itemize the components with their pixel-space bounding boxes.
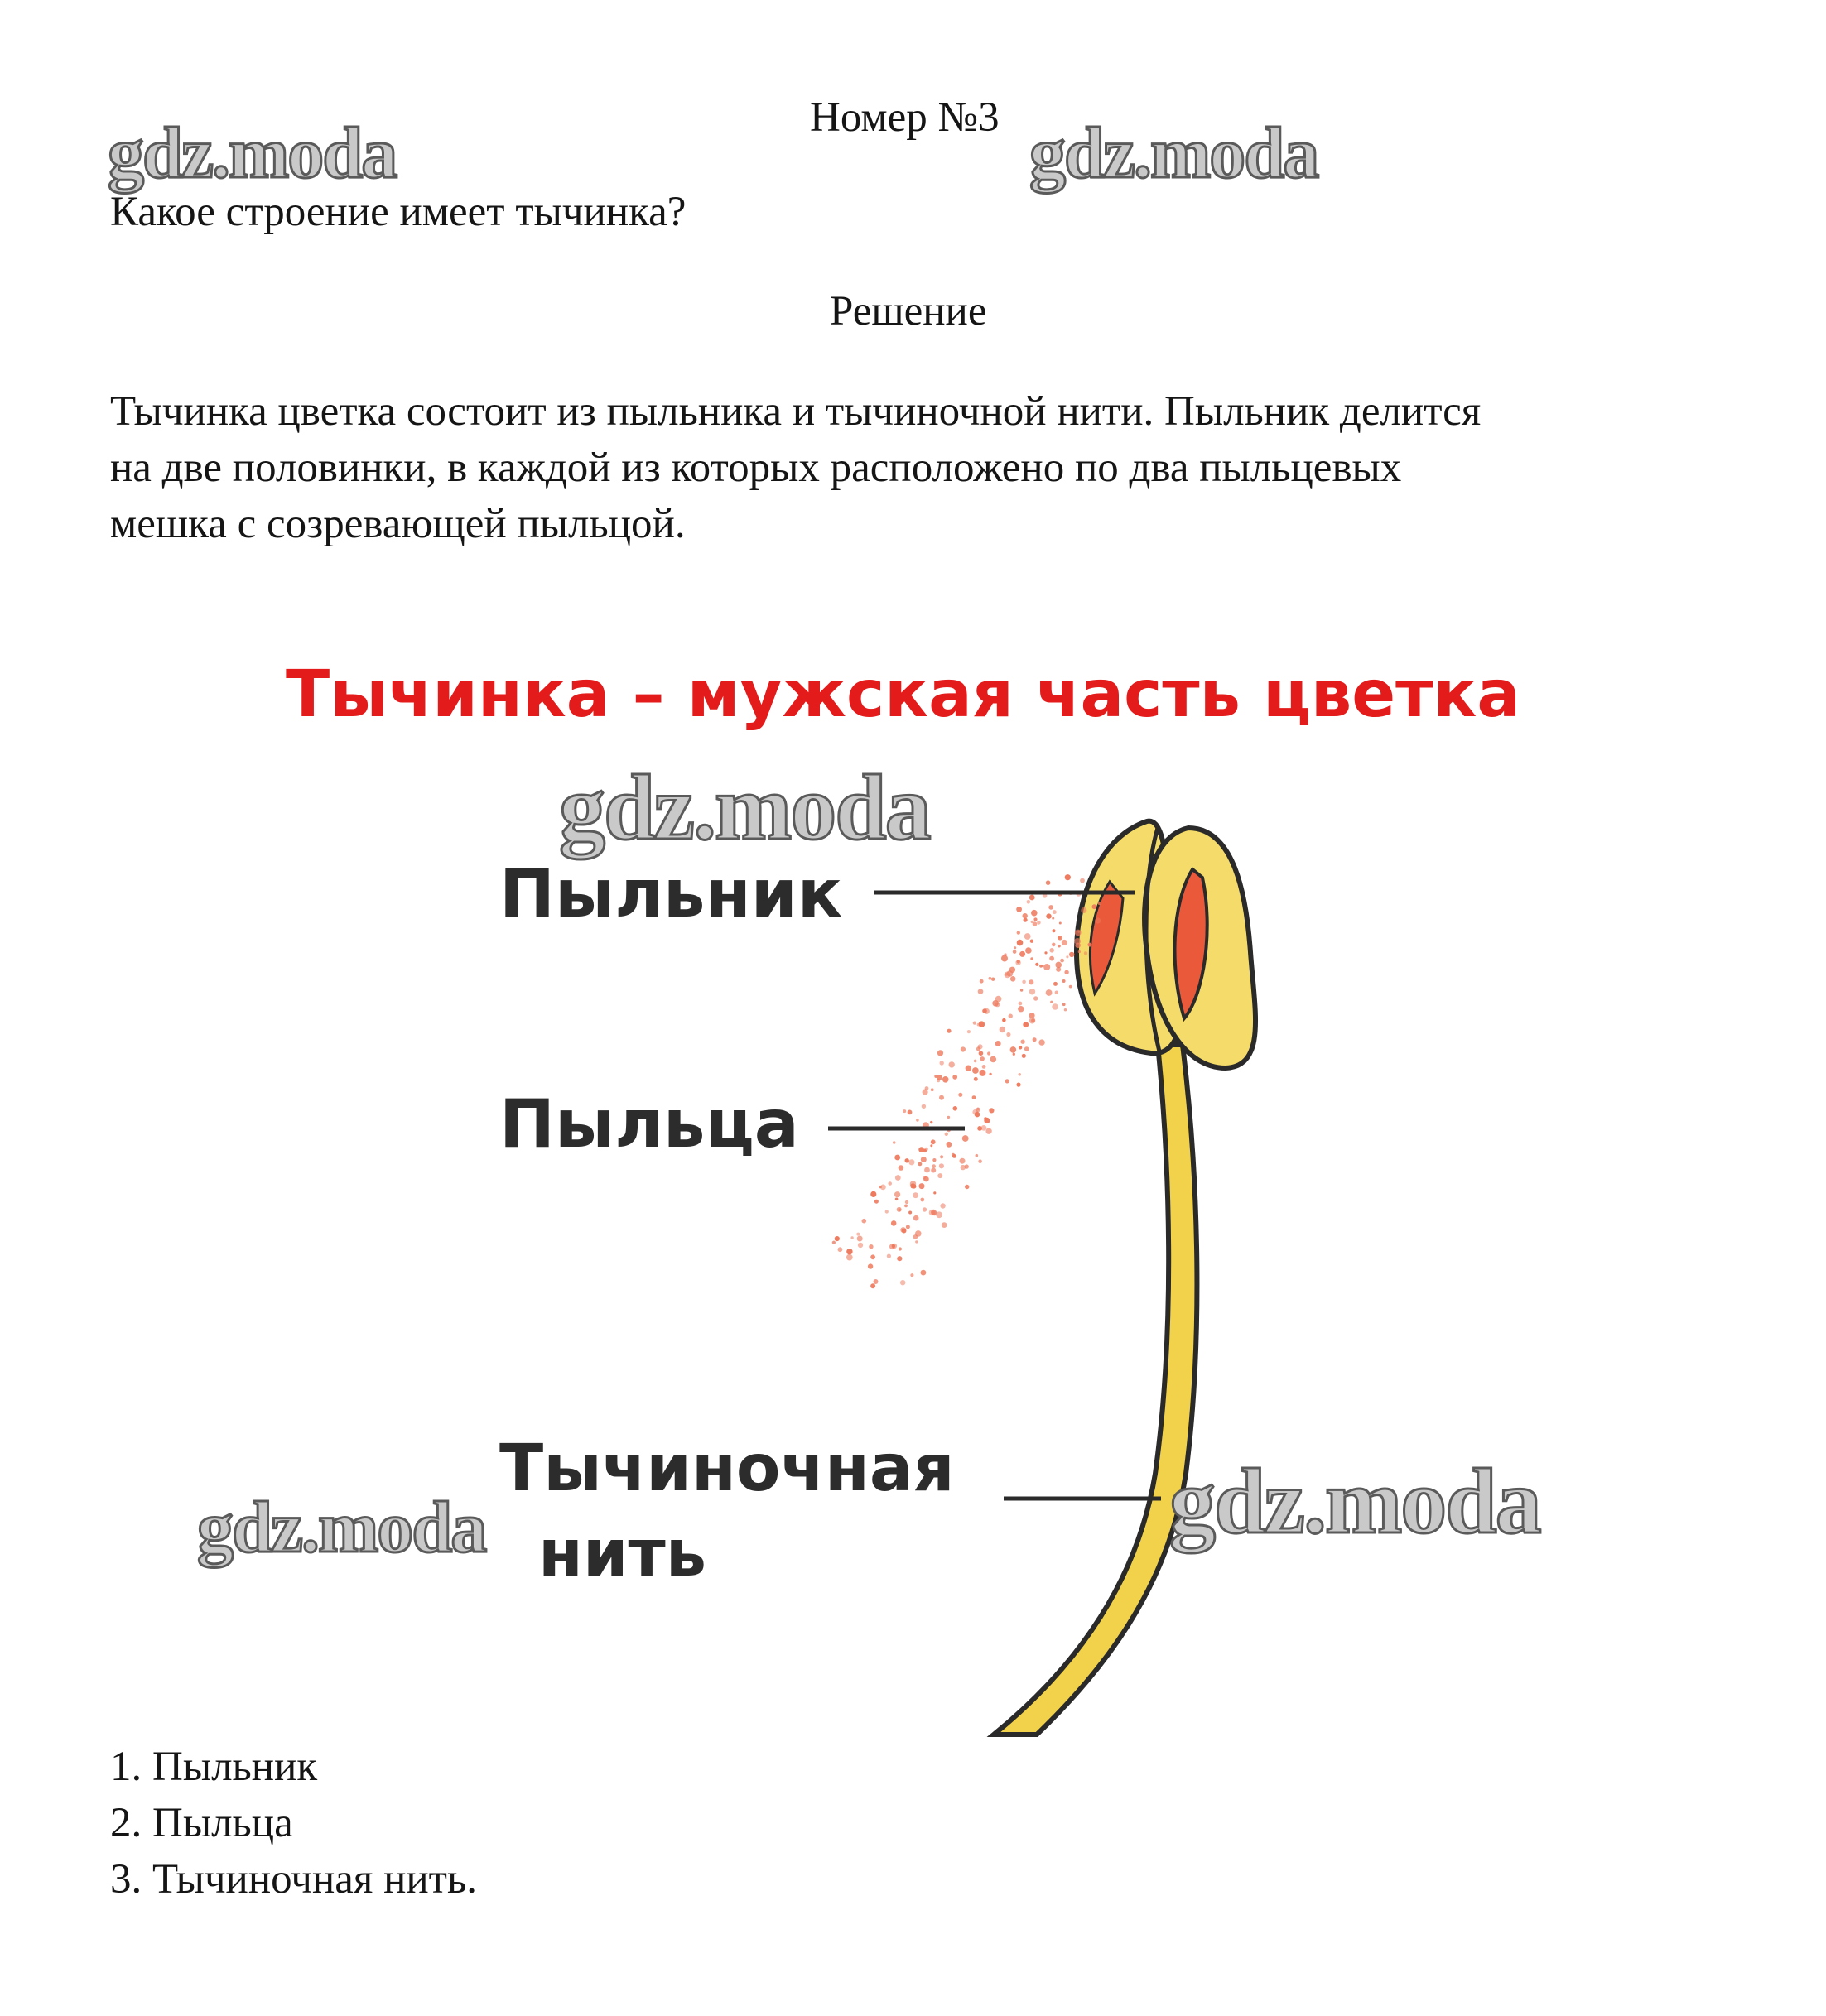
watermark: gdz.moda [108,113,397,194]
pollen-grain [1078,950,1081,953]
pollen-grain [1010,976,1016,982]
pollen-grain [1002,1018,1006,1022]
diagram-title: Тычинка – мужская часть цветка [286,657,1520,732]
pollen-grain [1060,959,1064,963]
pollen-grain [982,1065,986,1069]
pollen-grain [915,1240,918,1243]
pollen-grain [974,1060,977,1063]
pollen-grain [1033,917,1037,921]
pollen-grain [942,1076,949,1083]
pollen-grain [967,1030,971,1033]
pollen-grain [1087,943,1091,947]
pollen-grain [919,1183,925,1189]
pollen-grain [869,1244,873,1249]
pollen-grain [978,989,984,994]
pollen-grain [985,1128,991,1134]
pollen-grain [1095,917,1101,923]
pollen-grain [1077,931,1080,933]
pollen-grain [1052,1003,1058,1010]
pollen-grain [980,1070,986,1076]
pollen-grain [1058,945,1061,948]
pollen-grain [1081,907,1086,913]
pollen-grain [923,1176,925,1179]
pollen-grain [1066,955,1068,958]
pollen-grain [932,1164,936,1168]
pollen-grain [978,1159,982,1163]
pollen-grain [1018,1006,1024,1012]
pollen-grain [942,1222,947,1228]
pollen-grain [924,1148,928,1152]
pollen-grain [1035,963,1038,966]
pollen-grain [1013,1053,1015,1056]
pollen-grain [1053,982,1058,986]
pollen-grain [1024,918,1028,922]
pollen-grain [846,1249,852,1254]
pollen-grain [1016,907,1022,912]
pollen-grain [974,1077,978,1081]
pollen-grain [893,1141,896,1144]
label-anther: Пыльник [499,855,843,932]
pollen-grain [1019,951,1025,957]
pollen-grain [1022,980,1026,984]
pollen-grain [1075,943,1081,949]
pollen-grain [973,1022,976,1025]
pollen-grain [937,1079,940,1082]
problem-number: Номер №3 [810,94,1000,141]
pollen-grain [961,1165,966,1170]
answer-line: Тычинка цветка состоит из пыльника и тычиночной нити. Пыльник делится [110,388,1482,435]
pollen-grain [1033,996,1038,1000]
pollen-cloud [832,874,1101,1288]
pollen-grain [980,1056,985,1061]
pollen-grain [899,1247,902,1250]
watermark: gdz.moda [559,757,930,859]
pollen-grain [930,1144,932,1147]
pollen-grain [989,1108,994,1113]
pollen-grain [995,1041,1001,1046]
pollen-grain [900,1280,905,1285]
pollen-grain [920,1198,924,1202]
pollen-grain [1075,930,1082,936]
pollen-grain [1056,967,1061,972]
pollen-grain [874,1200,879,1204]
pollen-grain [838,1247,843,1252]
pollen-grain [972,1067,979,1074]
pollen-grain [1052,917,1054,920]
pollen-grain [895,1175,901,1181]
pollen-grain [846,1254,853,1261]
pollen-grain [937,1173,942,1178]
pollen-grain [1019,1046,1022,1049]
pollen-grain [987,1051,990,1055]
watermark: gdz.moda [1029,113,1318,194]
pollen-grain [939,1095,944,1100]
pollen-grain [1025,947,1032,954]
pollen-grain [1016,1083,1020,1087]
pollen-grain [1064,970,1068,974]
pollen-grain [1017,940,1024,946]
pollen-grain [922,1104,926,1109]
pollen-grain [908,1211,912,1215]
pollen-grain [895,1198,899,1201]
pollen-grain [913,1192,918,1198]
pollen-grain [952,1075,957,1080]
pollen-grain [945,1133,948,1136]
pollen-grain [1041,965,1043,967]
pollen-grain [888,1181,892,1186]
pollen-grain [1001,955,1008,962]
pollen-grain [982,1008,987,1013]
pollen-grain [908,1159,914,1165]
pollen-grain [947,1029,951,1033]
pollen-grain [940,1061,944,1065]
pollen-grain [958,1093,962,1097]
pollen-grain [857,1236,863,1242]
pollen-grain [1030,957,1033,960]
pollen-grain [880,1185,886,1191]
pollen-grain [910,1181,916,1186]
pollen-grain [905,1158,909,1162]
pollen-grain [1046,913,1051,918]
pollen-grain [989,977,992,980]
pollen-grain [918,1147,924,1152]
pollen-grain [856,1233,860,1236]
pollen-grain [930,1121,932,1123]
label-filament-line2: нить [538,1517,707,1591]
pollen-grain [889,1244,895,1249]
pollen-grain [931,1088,934,1091]
pollen-grain [835,1236,840,1241]
pollen-grain [894,1191,900,1197]
pollen-grain [1019,1002,1023,1006]
pollen-grain [1062,1003,1066,1006]
pollen-grain [977,1126,982,1131]
pollen-grain [965,1185,969,1189]
pollen-grain [1005,1079,1009,1083]
pollen-grain [921,1157,927,1162]
pollen-grain [923,1089,928,1095]
pollen-grain [906,1225,910,1229]
pollen-grain [931,1168,936,1173]
solution-heading: Решение [830,288,987,334]
label-filament-line1: Тычиночная [499,1431,955,1506]
pollen-grain [903,1109,906,1113]
pollen-grain [897,1256,902,1261]
pollen-grain [891,1220,897,1226]
pollen-grain [1050,1001,1053,1003]
pollen-grain [1029,895,1035,901]
pollen-grain [923,1207,927,1211]
pollen-grain [1029,989,1035,994]
pollen-grain [931,1139,936,1144]
pollen-grain [1069,985,1072,989]
pollen-grain [1092,904,1097,909]
pollen-grain [960,1158,966,1164]
pollen-grain [937,1050,943,1056]
pollen-grain [868,1263,873,1268]
pollen-grain [976,1154,979,1157]
filament-shape [994,1045,1197,1735]
pollen-grain [932,1158,936,1162]
pollen-grain [947,1116,950,1119]
pollen-grain [991,978,995,981]
pollen-grain [910,1273,913,1277]
pollen-grain [966,1066,971,1071]
pollen-grain [885,1210,889,1213]
pollen-grain [931,1210,937,1215]
pollen-grain [989,1073,991,1075]
pollen-grain [1031,910,1038,917]
pollen-grain [1020,989,1023,991]
pollen-grain [913,1215,919,1221]
pollen-grain [1062,979,1066,983]
pollen-grain [972,1095,976,1099]
pollen-grain [874,1279,879,1284]
pollen-grain [940,1203,945,1208]
pollen-grain [1017,960,1020,963]
pollen-grain [1064,1008,1067,1011]
pollen-grain [870,1254,875,1259]
list-item: 2. Пыльца [110,1800,293,1846]
pollen-grain [1023,913,1028,918]
pollen-grain [1049,948,1054,953]
pollen-grain [1053,910,1057,914]
pollen-grain [1043,964,1050,970]
question-text: Какое строение имеет тычинка? [110,189,687,235]
answer-line: мешка с созревающей пыльцой. [110,501,686,547]
pollen-grain [1062,940,1067,945]
pollen-grain [1007,970,1014,977]
pollen-grain [1033,1037,1037,1042]
pollen-grain [1010,1046,1017,1053]
pollen-grain [939,1163,944,1168]
pollen-grain [962,1135,969,1142]
pollen-grain [949,1061,955,1067]
pollen-grain [1049,956,1054,961]
pollen-grain [1098,902,1101,905]
label-pollen: Пыльца [499,1085,799,1162]
pollen-grain [1055,991,1058,994]
watermark: gdz.moda [197,1488,486,1568]
pollen-grain [1024,1022,1028,1027]
pollen-grain [1029,1018,1036,1024]
list-item: 1. Пыльник [110,1744,318,1790]
pollen-grain [862,1219,867,1224]
pollen-grain [953,1106,958,1111]
pollen-grain [1046,989,1053,996]
pollen-grain [940,1155,943,1158]
pollen-grain [1058,936,1062,941]
pollen-grain [947,1142,952,1148]
pollen-grain [887,1254,891,1258]
pollen-grain [899,1165,904,1171]
pollen-grain [1027,900,1031,904]
pollen-grain [990,1056,997,1063]
watermark: gdz.moda [1169,1451,1540,1553]
pollen-grain [1052,943,1056,947]
answer-line: на две половинки, в каждой из которых расположено по два пыльцевых [110,445,1402,491]
pollen-grain [975,1112,980,1118]
pollen-grain [1048,905,1053,910]
pollen-grain [979,1051,984,1056]
pollen-grain [1018,1073,1021,1076]
pollen-grain [995,1003,1000,1008]
pollen-grain [1009,1014,1013,1018]
pollen-grain [924,1167,930,1173]
pollen-grain [904,1205,908,1208]
pollen-grain [850,1236,853,1239]
pollen-grain [1037,921,1041,925]
pollen-grain [1084,951,1087,955]
pollen-grain [952,1154,956,1158]
pollen-grain [976,1046,980,1051]
pollen-grain [1014,946,1016,949]
pollen-grain [832,1241,836,1244]
pollen-grain [936,1211,942,1218]
pollen-grain [1020,1040,1024,1044]
pollen-grain [961,1046,966,1051]
pollen-grain [916,1119,919,1122]
pollen-grain [1053,929,1056,932]
pollen-grain [1030,940,1033,943]
pollen-grain [870,1191,876,1197]
pollen-grain [1080,878,1085,883]
pollen-grain [1024,933,1031,940]
pollen-grain [1046,880,1051,885]
pollen-grain [1069,952,1074,957]
pollen-grain [977,1023,980,1027]
pollen-grain [902,1229,907,1234]
pollen-grain [858,1243,863,1248]
pollen-grain [1022,1054,1026,1058]
pollen-grain [1038,1039,1044,1045]
pollen-grain [908,1110,913,1115]
pollen-grain [1000,1027,1005,1032]
pollen-grain [870,1283,875,1288]
pollen-grain [913,1234,918,1239]
pollen-grain [984,1118,990,1123]
pollen-grain [894,1155,900,1161]
pollen-grain [905,1200,908,1204]
pollen-grain [1024,1046,1029,1051]
pollen-grain [1044,951,1047,954]
pollen-grain [1017,931,1020,934]
pollen-grain [1033,921,1038,926]
pollen-grain [933,1191,936,1194]
pollen-grain [921,1270,927,1276]
pollen-grain [1029,979,1033,984]
pollen-grain [980,979,984,984]
pollen-grain [1013,950,1017,954]
pollen-grain [899,1209,901,1211]
pollen-grain [1006,1032,1010,1037]
pollen-grain [1059,922,1062,925]
pollen-grain [1065,874,1071,880]
list-item: 3. Тычиночная нить. [110,1856,477,1903]
pollen-grain [918,1162,923,1167]
